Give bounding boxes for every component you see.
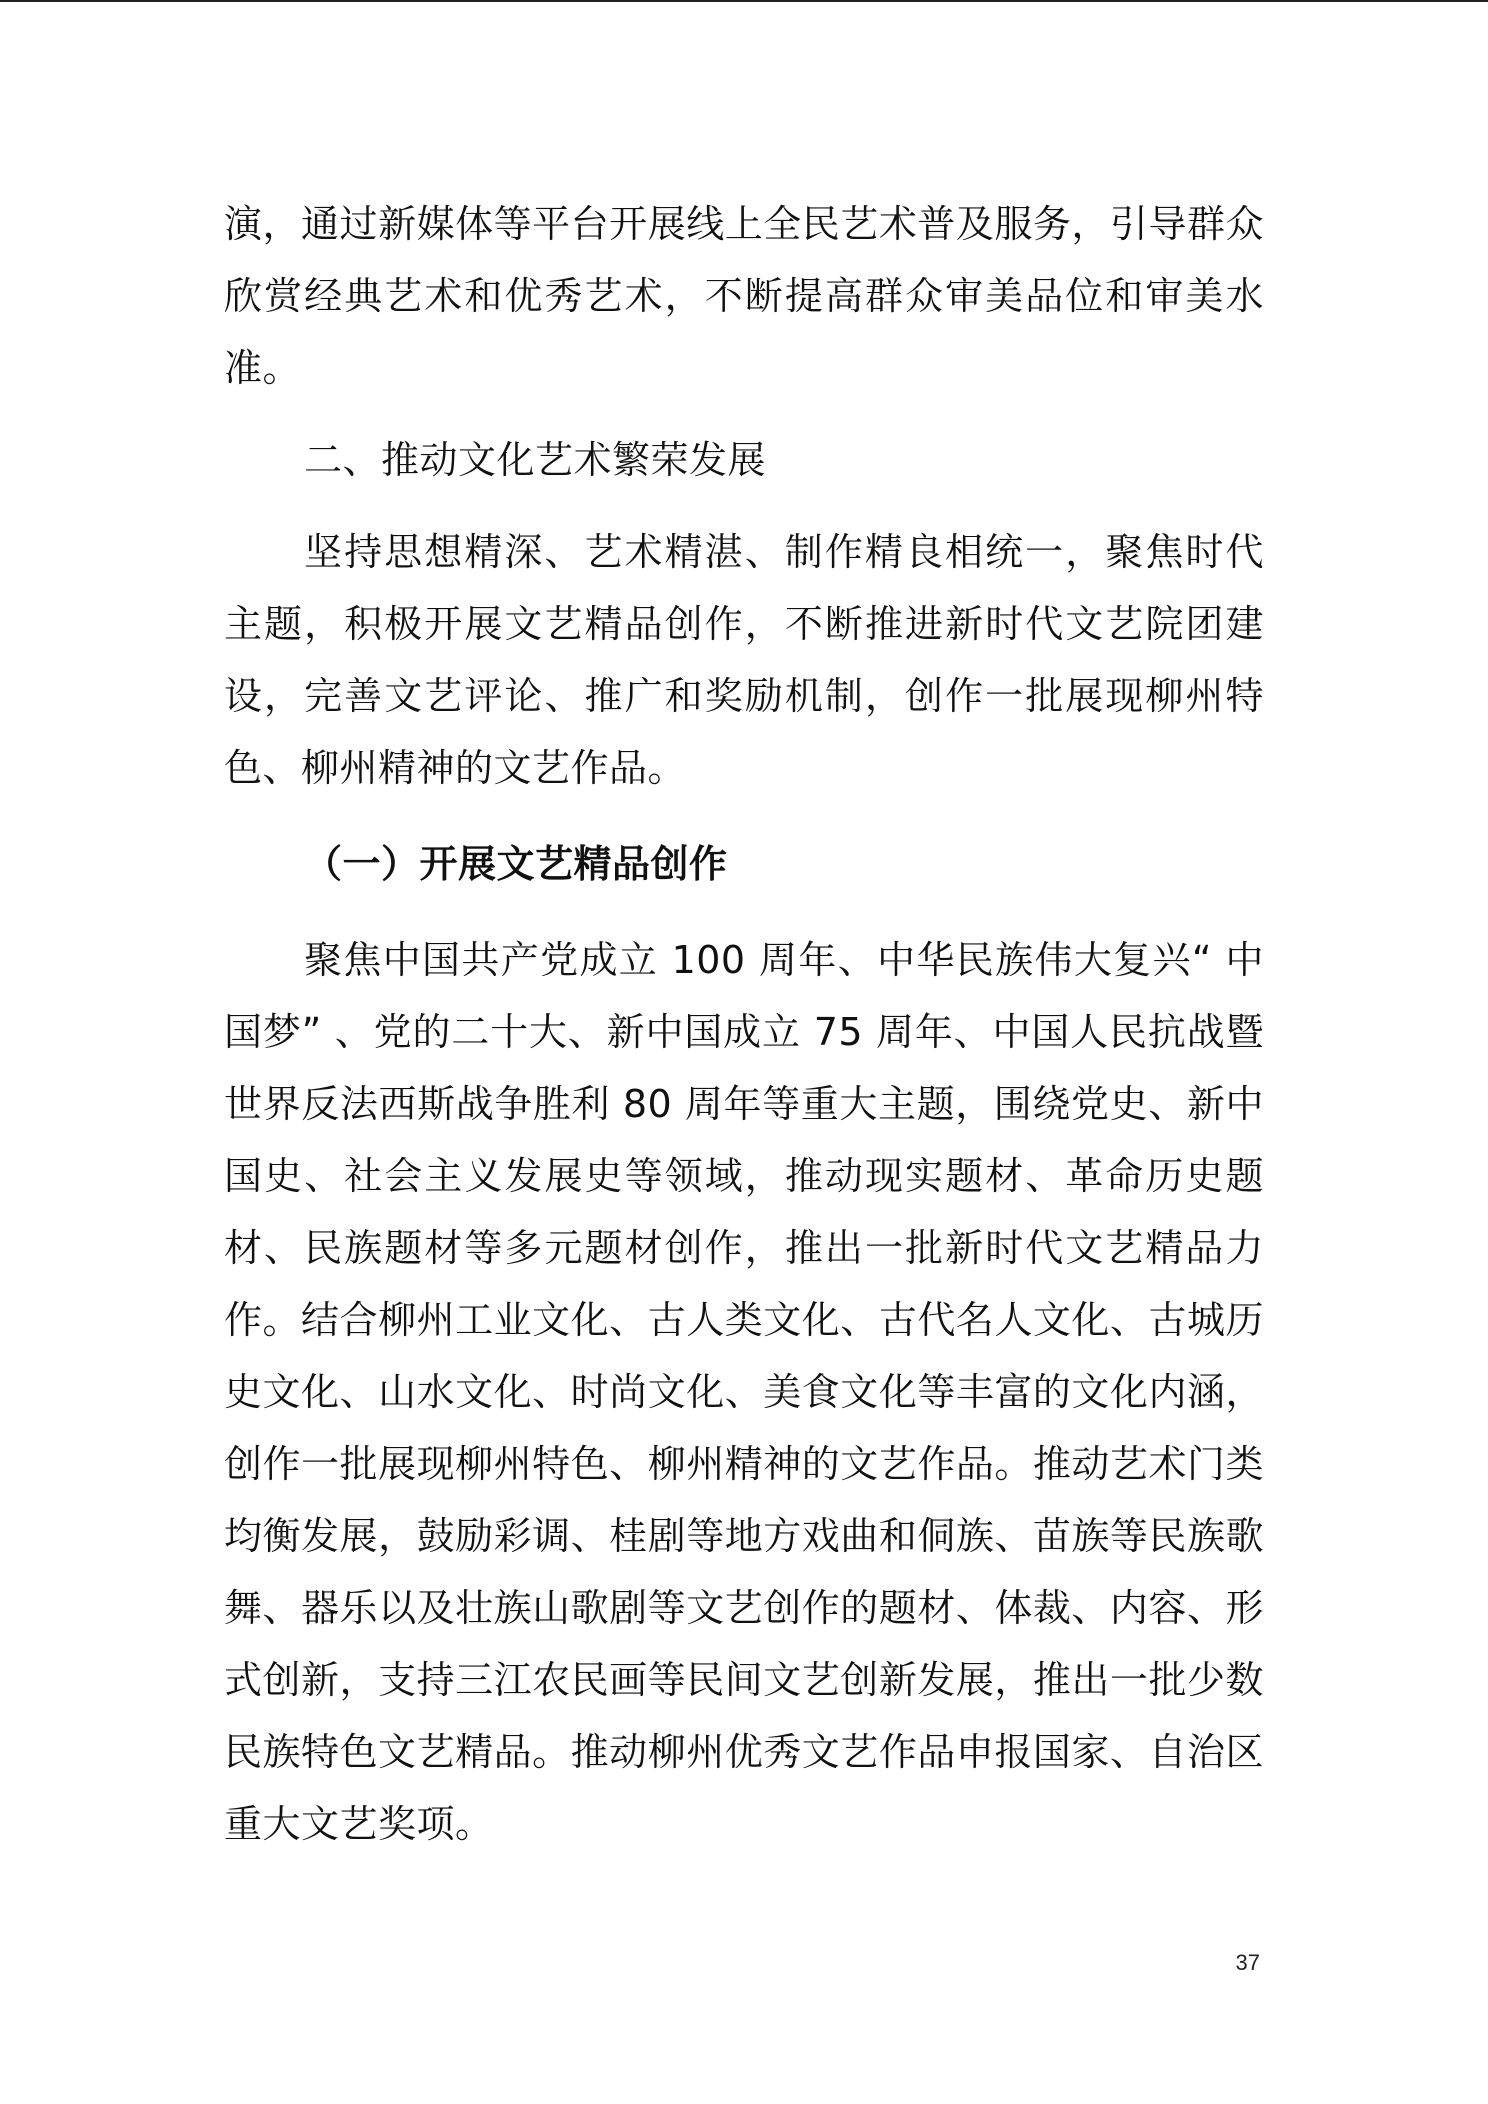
page-number: 37 <box>1235 1950 1260 1975</box>
spacer <box>224 496 1264 516</box>
spacer <box>224 804 1264 828</box>
subsection-body-paragraph: 聚焦中国共产党成立 100 周年、中华民族伟大复兴“ 中国梦” 、党的二十大、新中国成立 75 周年、中国人民抗战暨世界反法西斯战争胜利 80 周年等重大主题，围绕党史、新中国史、社会主义发展史等领域，推动现实题材、革命历史题材、民族题材等多元题材创作，推出一批新时代文艺精品力作。结合柳州工业文化、古人类文化、古代名人文化、古城历史文化、山水文化、时尚文化、美食文化等丰富的文化内涵，创作一批展现柳州特色、柳州精神的文艺作品。推动艺术门类均衡发展，鼓励彩调、桂剧等地方戏曲和侗族、苗族等民族歌舞、器乐以及壮族山歌剧等文艺创作的题材、体裁、内容、形式创新，支持三江农民画等民间文艺创新发展，推出一批少数民族特色文艺精品。推动柳州优秀文艺作品申报国家、自治区重大文艺奖项。 <box>224 938 1264 1846</box>
spacer <box>224 404 1264 424</box>
subsection-heading: （一）开展文艺精品创作 <box>304 842 728 886</box>
page-top-border <box>0 0 1488 2</box>
document-body <box>224 188 1264 1860</box>
section-intro-paragraph: 坚持思想精深、艺术精湛、制作精良相统一，聚焦时代主题，积极开展文艺精品创作，不断推进新时代文艺院团建设，完善文艺评论、推广和奖励机制，创作一批展现柳州特色、柳州精神的文艺作品。 <box>224 530 1264 790</box>
section-heading: 二、推动文化艺术繁荣发展 <box>304 438 767 482</box>
paragraph-continued: 演，通过新媒体等平台开展线上全民艺术普及服务，引导群众欣赏经典艺术和优秀艺术，不断提高群众审美品位和审美水准。 <box>224 202 1264 390</box>
spacer <box>224 900 1264 924</box>
